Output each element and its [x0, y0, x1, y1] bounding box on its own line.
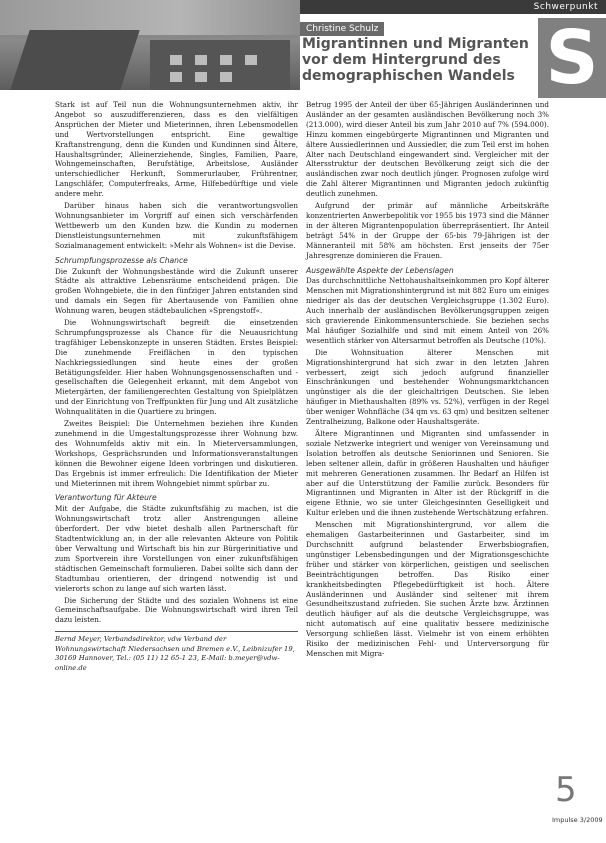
- paragraph: Die Wohnungswirtschaft begreift die einsetzenden Schrumpfungsprozesse als Chance für die Neuausrichtung tragfähiger Lebenskonzepte in unseren Städten. Erstes Beispiel: Die zunehmende Freiflächen in den typischen Nachkriegssiedlungen sind heute eines der großen Betätigungsfelder. Hier haben Wohnungsgenossenschaften und -gesellschaften die Gelegenheit erkannt, mit dem Angebot von Mietergärten, der familiengerechten Gestaltung von Spielplätzen und der Einrichtung von Treffpunkten für Jung und Alt zusätzliche Wohnqualitäten in die Quartiere zu bringen.: [55, 318, 298, 417]
- paragraph: Zweites Beispiel: Die Unternehmen beziehen ihre Kunden zunehmend in die Umgestaltungsprozesse ihrer Wohnung bzw. des Wohnumfelds aktiv mit ein. In Mieterversammlungen, Workshops, Gesprächsrunden und Informationsveranstaltungen können die Bewohner eigene Ideen vorbringen und diskutieren. Das Ergebnis ist immer erfreulich: Die Identifikation der Mieter und Mieterinnen mit ihrem Wohngebiet nimmt spürbar zu.: [55, 419, 298, 488]
- section-initial: S: [538, 18, 606, 98]
- section-heading: Verantwortung für Akteure: [55, 493, 157, 503]
- paragraph: Ältere Migrantinnen und Migranten sind umfassender in soziale Netzwerke integriert und weniger von Vereinsamung und Isolation betroffen als deutsche Seniorinnen und Senioren. Sie leben seltener allein, dafür in größeren Haushalten und häufiger mit mehreren Generationen zusammen. Ihr Bedarf an Hilfen ist aber auf die Unterstützung der Familie zurück. Besonders für Migrantinnen und Migranten in Alter ist der Rückgriff in die eigene Ethnie, wo sie unter Gleichgesinnten Geselligkeit und Kultur erleben und die ihnen zustehende Wertschätzung erfahren.: [306, 429, 549, 518]
- left-column: [55, 100, 298, 673]
- author-label: Christine Schulz: [300, 22, 384, 36]
- paragraph: Die Zukunft der Wohnungsbestände wird die Zukunft unserer Städte als attraktive Lebensräume entscheidend prägen. Die großen Wohngebiete, die in den fünfziger Jahren entstanden sind und damals ein Segen für Abertausende von Familien ohne Wohnung waren, beugen städtebaulichen »Sprengstoff«.: [55, 266, 298, 316]
- paragraph: Die Wohnsituation älterer Menschen mit Migrationshintergrund hat sich zwar in den letzten Jahren verbessert, zeigt sich jedoch aufgrund finanzieller Einschränkungen und bestehender Wohnungsmarktchancen ungünstiger als die der gleichaltrigen Deutschen. Sie leben häufiger in Miethaushalten (89% vs. 52%), verfügen in der Regel über weniger Wohnfläche (34 qm vs. 63 qm) und besitzen seltener Zentralheizung, Balkone oder Haushaltsgeräte.: [306, 347, 549, 427]
- section-heading: Ausgewählte Aspekte der Lebenslagen: [306, 265, 454, 275]
- paragraph: Betrug 1995 der Anteil der über 65-Jährigen Ausländerinnen und Ausländer an der gesamten ausländischen Bevölkerung noch 3% (213.000), wird dieser Anteil bis zum Jahr 2010 auf 7% (594.000). Hinzu kommen eingebürgerte Migrantinnen und Migranten und ältere Aussiedlerinnen und Aussiedler, die zum Teil erst im hohen Alter nach Deutschland eingewandert sind. Vergleicher mit der Altersstruktur der deutschen Bevölkerung zeigt sich die der ausländischen zwar noch deutlich jünger. Prognosen zufolge wird die Zahl älterer Migrantinnen und Migranten jedoch zukünftig deutlich zunehmen.: [306, 100, 549, 199]
- paragraph: Mit der Aufgabe, die Städte zukunftsfähig zu machen, ist die Wohnungswirtschaft trotz aller Anstrengungen alleine überfordert. Der vdw bietet deshalb allen Partnerschaft für Stadtentwicklung an, in der alle relevanten Akteure von Politik über Verwaltung und Wirtschaft bis hin zur Bürgerinitiative und zum Sportverein ihre Vorstellungen von einer zukunftsfähigen städtischen Gemeinschaft formulieren. Dabei sollte sich dann der Stadtumbau orientieren, der dringend notwendig ist und vielerorts schon zu lange auf sich warten lässt.: [55, 504, 298, 593]
- right-column: [306, 100, 549, 661]
- section-label: Schwerpunkt: [533, 2, 598, 12]
- article-title: Migrantinnen und Migranten vor dem Hintergrund des demographischen Wandels: [302, 36, 529, 84]
- page-issue: Impulse 3/2009: [552, 816, 603, 824]
- header-photo: [0, 0, 300, 90]
- paragraph: Stark ist auf Teil nun die Wohnungsunternehmen aktiv, ihr Angebot so auszudifferenzieren, dass es den vielfältigen Ansprüchen der Mieter und Mieterinnen, ihren Lebensmodellen und Wertvorstellungen entspricht. Eine gewaltige Kraftanstrengung, denn die Kunden und Kundinnen sind Ältere, Haushaltsgründer, Alleinerziehende, Singles, Familien, Paare, Wohngemeinschaften, Berufstätige, Arbeitslose, Ausländer unterschiedlicher Herkunft, Sommerurlauber, Frührentner, Langschläfer, Computerfreaks, Arme, Hilfebedürftige und viele andere mehr.: [55, 100, 298, 199]
- paragraph: Menschen mit Migrationshintergrund, vor allem die ehemaligen Gastarbeiterinnen und Gastarbeiter, sind im Durchschnitt aufgrund belastender Erwerbsbiografien, ungünstiger Lebensbedingungen und der Migrationsgeschichte früher und stärker von körperlichen, geistigen und seelischen Beeinträchtigungen betroffen. Das Risiko einer krankheitsbedingten Pflegebedürftigkeit ist hoch. Ältere Ausländerinnen und Ausländer sind seltener mit ihrem Gesundheitszustand zufrieden. Sie suchen Ärzte bzw. Ärztinnen deutlich häufiger auf als die deutsche Vergleichsgruppe, was nicht automatisch auf eine qualitativ bessere medizinische Versorgung schließen lässt. Vielmehr ist von einem erhöhten Risiko der medizinischen Fehl- und Unterversorgung für Menschen mit Migra-: [306, 520, 549, 658]
- paragraph: Darüber hinaus haben sich die verantwortungsvollen Wohnungsanbieter im Vorgriff auf einen sich verschärfenden Wettbewerb um den Kunden bzw. die Kundin zu modernen Dienstleistungsunternehmen mit zukunftsfähigem Sozialmanagement entwickelt: »Mehr als Wohnen« ist die Devise.: [55, 201, 298, 250]
- section-heading: Schrumpfungsprozesse als Chance: [55, 255, 188, 265]
- paragraph: Das durchschnittliche Nettohaushaltseinkommen pro Kopf älterer Menschen mit Migrationshintergrund ist mit 882 Euro um einiges niedriger als das der deutschen Vergleichsgruppe (1.302 Euro). Auch innerhalb der ausländischen Bevölkerungsgruppen zeigen sich gravierende Einkommensunterschiede. Sie beziehen sechs Mal häufiger Sozialhilfe und sind mit einem Anteil von 26% wesentlich stärker von Altersarmut betroffen als Deutsche (10%).: [306, 276, 549, 345]
- page-number: 5: [555, 770, 577, 810]
- paragraph: Aufgrund der primär auf männliche Arbeitskräfte konzentrierten Anwerbepolitik vor 1955 bis 1973 sind die Männer in der älteren Migrantenpopulation überrepräsentiert. Ihr Anteil beträgt 54% in der Gruppe der 65-bis 79-Jährigen ist der Männeranteil mit 58% am höchsten. Erst jenseits der 75er Jahresgrenze dominieren die Frauen.: [306, 201, 549, 260]
- top-band: [300, 0, 606, 14]
- paragraph: Die Sicherung der Städte und des sozialen Wohnens ist eine Gemeinschaftsaufgabe. Die Wohnungswirtschaft wird ihren Teil dazu leisten.: [55, 595, 298, 625]
- author-footnote: Bernd Meyer, Verbandsdirektor, vdw Verband der Wohnungswirtschaft Niedersachsen und Bremen e.V., Leibnizufer 19, 30169 Hannover, Tel.: (05 11) 12 65-1 23, E-Mail: b.meyer@vdw-online.de: [55, 631, 298, 673]
